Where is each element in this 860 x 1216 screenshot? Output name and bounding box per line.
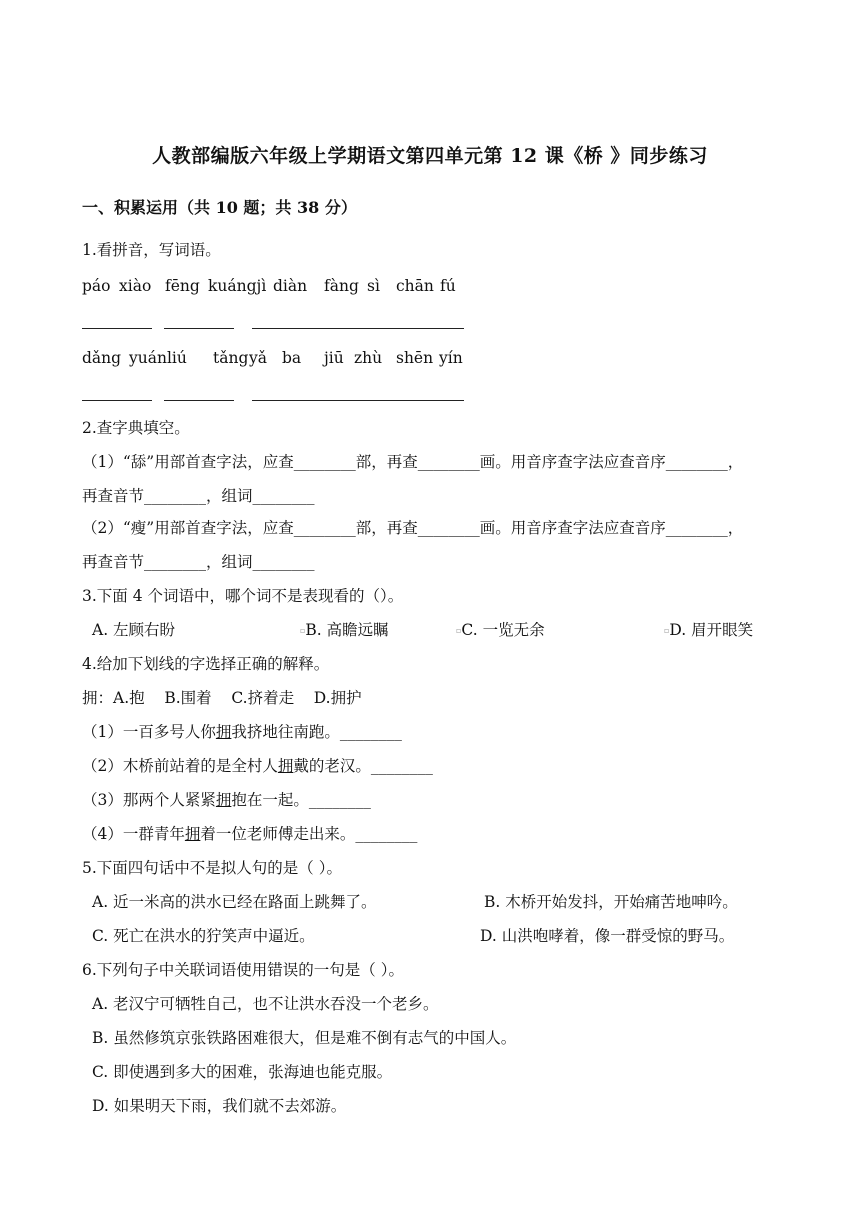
option-c[interactable]: C. 即使遇到多大的困难，张海迪也能克服。 [92, 1063, 393, 1081]
option-b-label: B. 高瞻远瞩 [305, 621, 389, 639]
pinyin: fēng [165, 277, 200, 295]
item-text: （1）一百多号人你 [82, 723, 216, 741]
option-a[interactable]: A. 老汉宁可牺牲自己，也不让洪水吞没一个老乡。 [92, 995, 439, 1013]
item-text: 我挤地往南跑。________ [231, 723, 402, 741]
pinyin: xiào [119, 277, 152, 295]
underlined-char: 拥 [184, 825, 201, 843]
option-d[interactable]: D. 如果明天下雨，我们就不去郊游。 [92, 1097, 347, 1115]
option-c-label: C. 一览无余 [461, 621, 545, 639]
question-4-item [82, 722, 402, 742]
answer-blank[interactable] [252, 316, 322, 329]
question-3-stem: 3.下面 4 个词语中，哪个词不是表现看的（）。 [82, 587, 404, 605]
question-2-part-2: （2）“瘦”用部首查字法，应查________部，再查________画。用音序查字法应查音序________， [82, 519, 744, 537]
answer-blanks-row-1 [82, 314, 464, 334]
question-2-part-1-cont: 再查音节________，组词________ [82, 487, 315, 505]
answer-blank[interactable] [164, 316, 234, 329]
option-b[interactable]: ▫B. 高瞻远瞩 [300, 621, 389, 639]
item-text: （4）一群青年 [82, 825, 185, 843]
question-4-item [82, 756, 433, 776]
underlined-char: 拥 [215, 723, 232, 741]
pinyin: ba [282, 349, 302, 367]
item-text: 抱在一起。________ [231, 791, 371, 809]
item-text: 戴的老汉。________ [293, 757, 433, 775]
pinyin: sì [367, 277, 380, 295]
option-d[interactable]: D. 山洪咆哮着，像一群受惊的野马。 [480, 927, 735, 945]
pinyin: shēn [396, 349, 434, 367]
section-heading: 一、积累运用（共 10 题；共 38 分） [82, 198, 357, 217]
pinyin: jiū [324, 349, 344, 367]
question-4-item [82, 790, 371, 810]
answer-blank[interactable] [322, 316, 394, 329]
option-a[interactable]: A. 左顾右盼 [92, 621, 176, 639]
answer-blank[interactable] [322, 388, 394, 401]
item-text: （3）那两个人紧紧 [82, 791, 216, 809]
page-title: 人教部编版六年级上学期语文第四单元第 12 课《桥 》同步练习 [152, 145, 708, 167]
answer-blank[interactable] [82, 316, 152, 329]
pinyin: dǎng [82, 349, 122, 367]
question-6-stem: 6.下列句子中关联词语使用错误的一句是（ ）。 [82, 961, 404, 979]
answer-blank[interactable] [252, 388, 322, 401]
question-4-stem: 4.给加下划线的字选择正确的解释。 [82, 655, 330, 673]
question-4-item [82, 824, 417, 844]
question-1-stem: 1.看拼音，写词语。 [82, 241, 221, 259]
option-b[interactable]: B. 虽然修筑京张铁路困难很大，但是难不倒有志气的中国人。 [92, 1029, 517, 1047]
underlined-char: 拥 [277, 757, 294, 775]
answer-blanks-row-2 [82, 386, 464, 406]
option-c[interactable]: C. 死亡在洪水的狞笑声中逼近。 [92, 927, 315, 945]
pinyin: fàng [324, 277, 359, 295]
option-b[interactable]: B. 木桥开始发抖，开始痛苦地呻吟。 [484, 893, 738, 911]
answer-blank[interactable] [82, 388, 152, 401]
item-text: 着一位老师傅走出来。________ [200, 825, 418, 843]
question-2-part-2-cont: 再查音节________，组词________ [82, 553, 315, 571]
question-5-stem: 5.下面四句话中不是拟人句的是（ ）。 [82, 859, 342, 877]
option-d[interactable]: ▫D. 眉开眼笑 [664, 621, 754, 639]
option-c[interactable]: ▫C. 一览无余 [456, 621, 545, 639]
pinyin: diàn [273, 277, 308, 295]
pinyin: fú [440, 277, 456, 295]
pinyin: yǎ [249, 349, 267, 367]
pinyin: chān [396, 277, 434, 295]
question-4-options: 拥：A.抱 B.围着 C.挤着走 D.拥护 [82, 689, 362, 707]
pinyin: kuángjì [208, 277, 267, 295]
pinyin: páo [82, 277, 111, 295]
answer-blank[interactable] [164, 388, 234, 401]
underlined-char: 拥 [215, 791, 232, 809]
option-d-label: D. 眉开眼笑 [669, 621, 754, 639]
answer-blank[interactable] [394, 388, 464, 401]
option-a[interactable]: A. 近一米高的洪水已经在路面上跳舞了。 [92, 893, 377, 911]
pinyin: yín [439, 349, 463, 367]
answer-blank[interactable] [394, 316, 464, 329]
pinyin: zhù [354, 349, 383, 367]
pinyin: yuánliú [129, 349, 187, 367]
question-2-stem: 2.查字典填空。 [82, 419, 190, 437]
pinyin: tǎng [213, 349, 249, 367]
question-2-part-1: （1）“舔”用部首查字法，应查________部，再查________画。用音序查字法应查音序________， [82, 453, 744, 471]
item-text: （2）木桥前站着的是全村人 [82, 757, 278, 775]
